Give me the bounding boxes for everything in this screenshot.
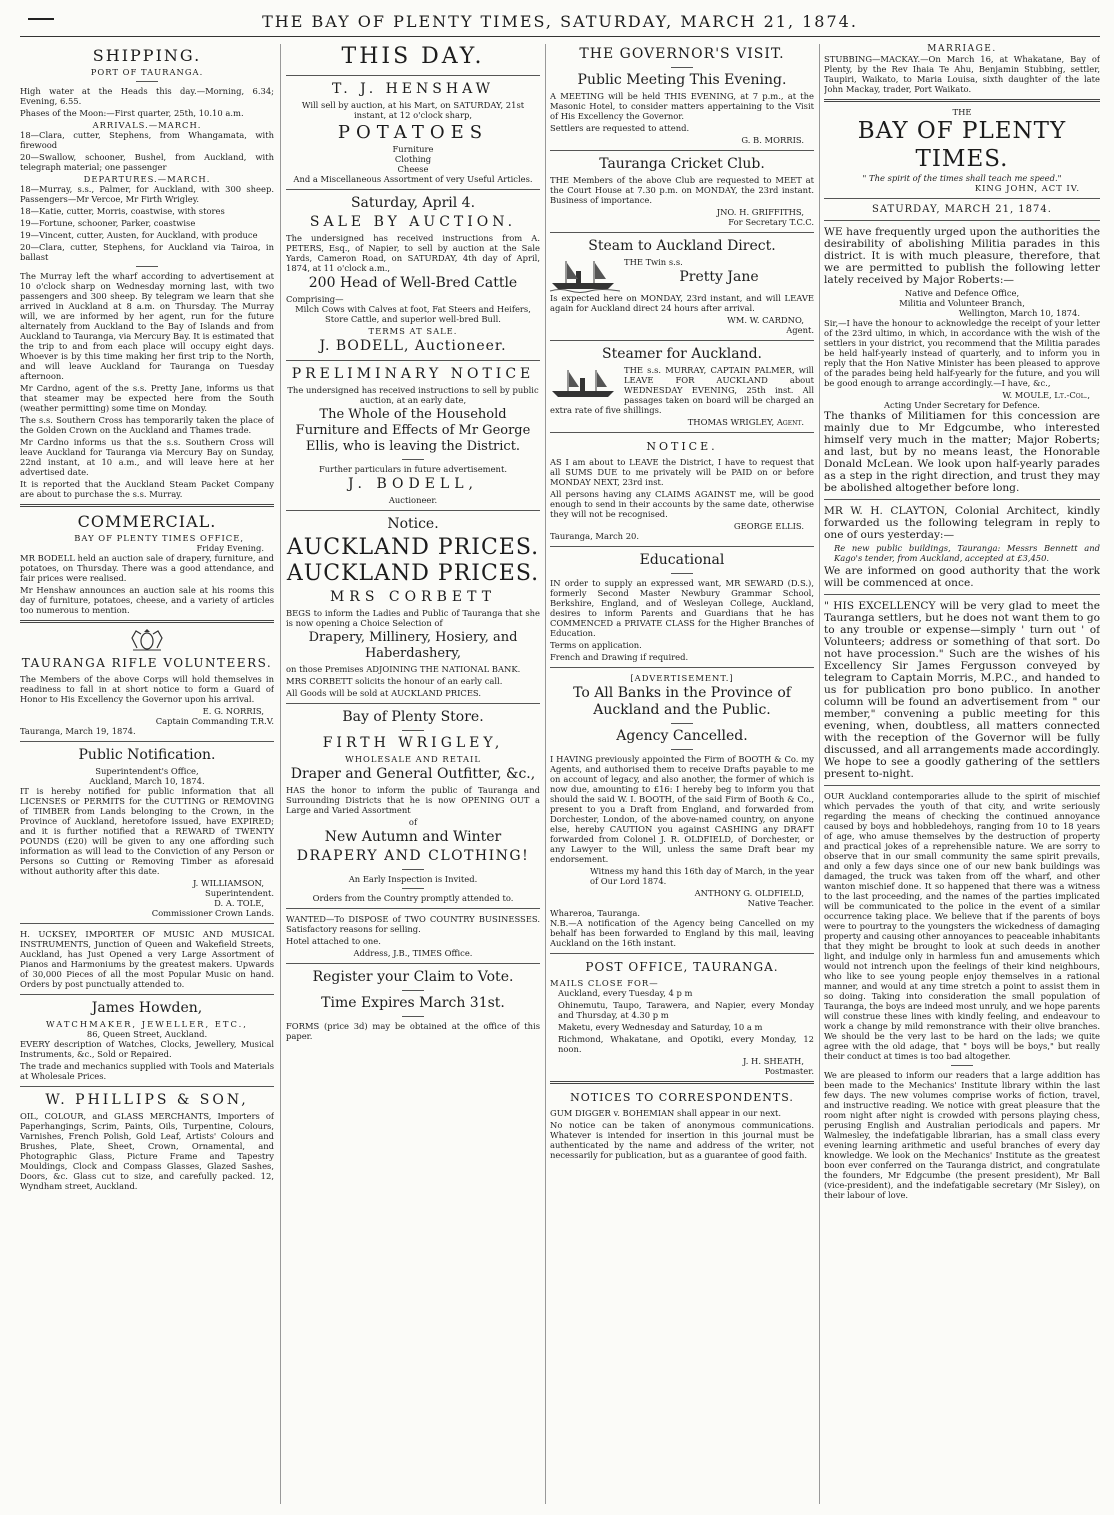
commercial-office: BAY OF PLENTY TIMES OFFICE, <box>74 533 244 543</box>
rifle-signature: E. G. NORRIS, <box>202 706 264 716</box>
editorial-para: The thanks of Militiamen for this concession are mainly due to Mr Edgcumbe, who interested himself very much in the matter; Major Roberts; and last, but by no means least, the Honorable Donald McLean. We look upon half-yearly parades as a step in the right direction, and trust they may be abolished altogether before long. <box>824 410 1100 495</box>
editorial-para: We are pleased to inform our readers that a large addition has been made to the Mechanics' Institute library within the last few days. The new volumes comprise works of fiction, travel, and instructive reading. We notice with great pleasure that the room night after night is crowded with persons playing chess, perusing English and Australian periodicals and papers. Mr Walmesley, the indefatigable librarian, has a small class every evening learning arithmetic and useful branches of every day knowledge. We look on the Mechanics' Institute as the greatest boon ever conferred on the Tauranga district, and congratulate the founders, Mr Edgcumbe (the present president), Mr Ball (vice-president), and the indefatigable secretary (Mr Sisley), on their labour of love. <box>824 1070 1100 1201</box>
editorial-para: WE have frequently urged upon the authorities the desirability of abolishing Militia parades in this district. It is with much pleasure, therefore, that we are permitted to publish the following letter lately received by Major Roberts:— <box>824 226 1100 287</box>
corbett-body: All Goods will be sold at AUCKLAND PRICES. <box>286 688 482 698</box>
agency-witness: Witness my hand this 16th day of March, in the year of Our Lord 1874. <box>590 866 814 886</box>
letter-signature-title: Acting Under Secretary for Defence. <box>884 400 1040 411</box>
steamship-icon <box>550 367 620 401</box>
steamer-signature: THOMAS WRIGLEY, Agent. <box>687 417 804 427</box>
henshaw-item: Furniture <box>392 144 434 154</box>
steam-twin: THE Twin s.s. <box>624 257 683 267</box>
notification-signature: D. A. TOLE, <box>214 898 264 908</box>
notice-heading: NOTICE. <box>646 440 718 453</box>
departure-item: 20—Clara, cutter, Stephens, for Auckland via Tairoa, in ballast <box>20 242 274 262</box>
agency-body: I HAVING previously appointed the Firm of BOOTH & Co. my Agents, and authorised them to receive Drafts payable to me on account of legacy, and also another, the former of which is now due, amounting to £16: I hereby beg to inform you that should the said W. I. BOOTH, of the said Firm of Booth & Co., present to you a Draft from England, and forwarded from Dorchester, London, of the above-named country, on anyone else, hereby CAUTION you against CASHING any DRAFT forwarded from Colonel J. R. OLDFIELD, of Dorchester, or any Lawyer to the Will, unless the same Draft bear my endorsement. <box>550 754 814 864</box>
column-2 <box>286 44 540 1504</box>
prelim-body: The undersigned has received instructions to sell by public auction, at an early date, <box>287 385 539 405</box>
corbett-ad <box>286 516 540 698</box>
divider <box>402 1016 424 1017</box>
educational-heading: Educational <box>639 552 725 568</box>
sale-heading: SALE BY AUCTION. <box>309 214 517 230</box>
mail-line: Richmond, Whakatane, and Opotiki, every Monday, 12 noon. <box>558 1034 814 1054</box>
gov-subheading: Public Meeting This Evening. <box>577 72 787 88</box>
tides-text: High water at the Heads this day.—Morning, 6.34; Evening, 6.55. <box>20 86 274 106</box>
cattle-heading: 200 Head of Well-Bred Cattle <box>308 275 518 291</box>
shipping-section <box>20 46 274 499</box>
banks-heading: To All Banks in the Province of Auckland and the Public. <box>573 685 791 718</box>
gov-signature: G. B. MORRIS. <box>741 135 804 145</box>
divider <box>824 785 1100 786</box>
arrival-item: 20—Swallow, schooner, Bushel, from Auckland, with telegraph material; one passenger <box>20 152 274 172</box>
correspondents-notice <box>550 1089 814 1160</box>
store-body: HAS the honor to inform the public of Tauranga and Surrounding Districts that he is now OPENING OUT a Large and Varied Assortment <box>286 785 540 815</box>
gov-heading: THE GOVERNOR'S VISIT. <box>579 46 785 62</box>
agency-subheading: Agency Cancelled. <box>616 728 748 744</box>
steamer-heading: Steamer for Auckland. <box>601 346 762 362</box>
wanted-address: Address, J.B., TIMES Office. <box>353 948 473 958</box>
rifle-body: The Members of the above Corps will hold themselves in readiness to fall in at short notice to form a Guard of Honor to His Excellency the Governor upon his arrival. <box>20 674 274 704</box>
paper-date: SATURDAY, MARCH 21, 1874. <box>872 204 1052 215</box>
steamship-icon <box>550 259 620 293</box>
mails-close: MAILS CLOSE FOR— <box>550 978 659 988</box>
correspondents-body: No notice can be taken of anonymous communications. Whatever is intended for insertion in this journal must be authenticated by the name and address of the writer, not necessarily for publication, but as a guarantee of good faith. <box>550 1120 814 1160</box>
steam-auckland-ad <box>550 238 814 335</box>
educational-french: French and Drawing if required. <box>550 652 689 662</box>
governor-visit-ad <box>550 46 814 145</box>
bay-of-plenty-store-ad <box>286 709 540 903</box>
public-notification-ad <box>20 747 274 918</box>
agency-place: Whareroa, Tauranga. <box>550 908 641 918</box>
notification-signature: J. WILLIAMSON, <box>192 878 264 888</box>
cattle-sale-ad <box>286 195 540 355</box>
wanted-body: WANTED—To DISPOSE of TWO COUNTRY BUSINESSES. Satisfactory reasons for selling. <box>286 914 540 934</box>
correspondents-heading: NOTICES TO CORRESPONDENTS. <box>570 1091 794 1104</box>
notification-office: Superintendent's Office, <box>95 766 199 776</box>
cattle-detail: Milch Cows with Calves at foot, Fat Steers and Heifers, Store Cattle, and superior well-bred Bull. <box>295 304 531 324</box>
henshaw-item: Clothing <box>394 154 432 164</box>
letter-branch: Militia and Volunteer Branch, <box>899 298 1025 309</box>
register-ad <box>286 969 540 1041</box>
register-heading: Register your Claim to Vote. <box>312 969 514 985</box>
educational-body: IN order to supply an expressed want, MR SEWARD (D.S.), formerly Second Master Newbury Grammar School, Berkshire, England, and of Wesleyan College, Auckland, desires to inform Parents and Guardians that he has COMMENCED a PRIVATE CLASS for the Higher Branches of Education. <box>550 578 814 638</box>
april-heading: Saturday, April 4. <box>350 195 476 211</box>
telegram-text: Re new public buildings, Tauranga: Messrs Bennett and Kago's tender, from Auckland, accepted at £3,450. <box>834 543 1100 564</box>
steam-heading: Steam to Auckland Direct. <box>588 238 776 254</box>
howden-trade: WATCHMAKER, JEWELLER, ETC., <box>46 1019 248 1029</box>
divider <box>550 150 814 151</box>
divider <box>824 220 1100 221</box>
cattle-terms: TERMS AT SALE. <box>368 326 458 336</box>
cricket-signature: JNO. H. GRIFFITHS, <box>716 207 804 217</box>
prelim-auctioneer: J. BODELL, <box>348 476 478 492</box>
commercial-section <box>20 512 274 615</box>
store-new: New Autumn and Winter <box>324 829 502 845</box>
notification-signature-title: Superintendent. <box>205 888 274 898</box>
agency-signature-title: Native Teacher. <box>747 898 814 908</box>
cattle-comp: Comprising— <box>286 294 344 304</box>
letter-date: Wellington, March 10, 1874. <box>958 308 1080 319</box>
departures-heading: DEPARTURES.—MARCH. <box>83 174 211 184</box>
divider <box>550 1081 814 1084</box>
store-heading: Bay of Plenty Store. <box>342 709 484 725</box>
steam-signature-title: Agent. <box>786 325 814 335</box>
royal-crest-icon <box>128 628 166 652</box>
rifle-heading: TAURANGA RIFLE VOLUNTEERS. <box>21 656 273 670</box>
paper-the: THE <box>952 107 972 117</box>
this-day-heading: THIS DAY. <box>341 44 485 69</box>
steam-signature: WM. W. CARDNO, <box>727 315 804 325</box>
letter-office: Native and Defence Office, <box>904 288 1020 299</box>
howden-address: 86, Queen Street, Auckland. <box>86 1029 208 1039</box>
mail-line: Maketu, every Wednesday and Saturday, 10 a m <box>558 1022 763 1032</box>
agency-signature: ANTHONY G. OLDFIELD, <box>694 888 804 898</box>
store-of: of <box>408 817 418 827</box>
divider <box>824 594 1100 595</box>
column-4 <box>824 44 1100 1504</box>
divider <box>402 888 424 889</box>
divider <box>20 620 274 623</box>
ellis-notice-ad <box>550 438 814 541</box>
commercial-para: Mr Henshaw announces an auction sale at his rooms this day of furniture, potatoes, cheese, and a variety of articles too numerous to mention. <box>20 585 274 615</box>
divider <box>824 499 1100 500</box>
prelim-big: The Whole of the Household Furniture and Effects of Mr George Ellis, who is leaving the District. <box>295 407 531 454</box>
departure-item: 18—Murray, s.s., Palmer, for Auckland, with 300 sheep. Passengers—Mr Vercoe, Mr Firth Wrigley. <box>20 184 274 204</box>
marriage-notice <box>824 44 1100 94</box>
arrivals-heading: ARRIVALS.—MARCH. <box>92 120 202 130</box>
corbett-body: BEGS to inform the Ladies and Public of Tauranga that she is now opening a Choice Selection of <box>286 608 540 628</box>
notification-heading: Public Notification. <box>78 747 216 763</box>
editorial-para: MR W. H. CLAYTON, Colonial Architect, kindly forwarded us the following telegram in reply to one of ours yesterday:— <box>824 505 1100 542</box>
moon-text: Phases of the Moon:—First quarter, 25th, 10.10 a.m. <box>20 108 244 118</box>
letter-body: Sir,—I have the honour to acknowledge the receipt of your letter of the 23rd ultimo, in which, in accordance with the wish of the settlers in your district, you recommend that the Militia parades be held half-yearly instead of quarterly, and to inform you in reply that the Hon Native Minister has been pleased to approve of the parades being held half-yearly for the future, and you will be good enough to arrange accordingly.—I have, &c., <box>824 318 1100 389</box>
corbett-body: on those Premises ADJOINING THE NATIONAL BANK. <box>286 664 521 674</box>
henshaw-body: Will sell by auction, at his Mart, on SATURDAY, 21st instant, at 12 o'clock sharp, <box>301 100 525 120</box>
divider <box>286 510 540 511</box>
marriage-heading: MARRIAGE. <box>927 44 997 54</box>
departure-item: 18—Katie, cutter, Morris, coastwise, with stores <box>20 206 225 216</box>
auckland-prices-heading: AUCKLAND PRICES. <box>286 561 540 586</box>
column-3 <box>550 44 814 1504</box>
divider <box>286 360 540 361</box>
post-office-ad <box>550 959 814 1076</box>
educational-terms: Terms on application. <box>550 640 642 650</box>
notification-date: Auckland, March 10, 1874. <box>89 776 205 786</box>
divider <box>286 75 540 76</box>
mail-line: Auckland, every Tuesday, 4 p m <box>558 988 693 998</box>
cricket-signature-title: For Secretary T.C.C. <box>728 217 814 227</box>
potatoes-heading: POTATOES <box>337 122 489 143</box>
store-sub: WHOLESALE AND RETAIL <box>345 754 481 764</box>
arrival-item: 18—Clara, cutter, Stephens, from Whangamata, with firewood <box>20 130 274 150</box>
column-rule <box>280 44 281 1504</box>
letter-signature: W. MOULE, Lt.-Col., <box>1002 390 1090 401</box>
gov-settlers: Settlers are requested to attend. <box>550 123 690 133</box>
hucksey-body: H. UCKSEY, IMPORTER OF MUSIC AND MUSICAL INSTRUMENTS, Junction of Queen and Wakefield Streets, Auckland, has Just Opened a very Large Assortment of Pianos and Harmoniums by the greatest makers. Upwards of 30,000 Pieces of all the most Popular Music on hand. Orders by post punctually attended to. <box>20 929 274 989</box>
divider <box>550 953 814 954</box>
prelim-auctioneer-title: Auctioneer. <box>388 495 438 505</box>
notice-body: All persons having any CLAIMS AGAINST me, will be good enough to send in their accounts by the same date, otherwise they will not be recognised. <box>550 489 814 519</box>
shipping-para: Mr Cardno informs us that the s.s. Southern Cross will leave Auckland for Tauranga via Mercury Bay on Sunday, 22nd instant, at 10 a.m., and will leave here at her advertised date. <box>20 437 274 477</box>
corbett-name: MRS CORBETT <box>329 589 497 605</box>
divider <box>20 1086 274 1087</box>
masthead <box>20 6 1100 37</box>
divider <box>550 546 814 547</box>
divider <box>20 923 274 924</box>
divider <box>951 1065 973 1066</box>
steamer-body: THE s.s. MURRAY, CAPTAIN PALMER, will LEAVE FOR AUCKLAND about WEDNESDAY EVENING, 25th inst. All passages taken on board will be charged an extra rate of five shillings. <box>550 365 814 415</box>
store-owner: FIRTH WRIGLEY, <box>322 735 504 751</box>
steam-ship-name: Pretty Jane <box>679 269 759 285</box>
divider <box>402 459 424 460</box>
phillips-ad <box>20 1092 274 1191</box>
hucksey-ad <box>20 929 274 989</box>
prelim-further: Further particulars in future advertisement. <box>319 464 507 474</box>
divider <box>402 990 424 991</box>
agency-nb: N.B.—A notification of the Agency being Cancelled on my behalf has been forwarded to England by this mail, leaving Auckland on the 16th instant. <box>550 918 814 948</box>
divider <box>550 232 814 233</box>
editorial-para: We are informed on good authority that the work will be commenced at once. <box>824 565 1100 590</box>
forms-text: FORMS (price 3d) may be obtained at the office of this paper. <box>286 1021 540 1041</box>
divider <box>550 432 814 433</box>
divider <box>20 994 274 995</box>
howden-heading: James Howden, <box>91 1000 203 1016</box>
shipping-para: The s.s. Southern Cross has temporarily taken the place of the Golden Crown on the Auckland and Thames trade. <box>20 415 274 435</box>
preliminary-notice-ad <box>286 366 540 505</box>
divider <box>824 198 1100 199</box>
editorial-para: " HIS EXCELLENCY will be very glad to meet the Tauranga settlers, but he does not want them to go to any trouble or expense—simply ' turn out ' of Volunteers; address or something of that sort. Do not have procession." Such are the wishes of his Excellency Sir James Fergusson conveyed by telegram to Captain Morris, M.P.C., and handed to us for publication pro bono publico. In another column will be found an advertisement from " our member," convening a public meeting for this evening, when, doubtless, all matters connected with the reception of the Governor will be fully discussed, and all arrangements made accordingly. We hope to see a goodly gathering of the settlers present to-night. <box>824 600 1100 781</box>
port-heading: PORT OF TAURANGA. <box>90 67 204 77</box>
divider <box>671 749 693 750</box>
divider <box>286 908 540 909</box>
editorial-masthead <box>824 107 1100 221</box>
notice-signature: GEORGE ELLIS. <box>733 521 804 531</box>
corbett-goods: Drapery, Millinery, Hosiery, and Haberdashery, <box>308 630 518 661</box>
divider <box>20 741 274 742</box>
departure-item: 19—Fortune, schooner, Parker, coastwise <box>20 218 196 228</box>
steamer-auckland-ad <box>550 346 814 427</box>
correspondents-body: GUM DIGGER v. BOHEMIAN shall appear in our next. <box>550 1108 782 1118</box>
auckland-prices-heading: AUCKLAND PRICES. <box>286 535 540 560</box>
expires-heading: Time Expires March 31st. <box>321 995 505 1011</box>
divider <box>286 963 540 964</box>
divider <box>550 340 814 341</box>
educational-ad <box>550 552 814 662</box>
advertisement-label: [ADVERTISEMENT.] <box>630 673 734 683</box>
henshaw-name: T. J. HENSHAW <box>331 81 495 97</box>
divider <box>20 504 274 507</box>
shipping-heading: SHIPPING. <box>92 46 202 65</box>
notice-body: AS I am about to LEAVE the District, I have to request that all SUMS DUE to me privately will be PAID on or before MONDAY NEXT, 23rd inst. <box>550 457 814 487</box>
henshaw-item: And a Miscellaneous Assortment of very Useful Articles. <box>293 174 533 184</box>
cricket-body: THE Members of the above Club are requested to MEET at the Court House at 7.30 p.m. on MONDAY, the 23rd instant. Business of importance. <box>550 175 814 205</box>
store-drapery: DRAPERY AND CLOTHING! <box>296 848 530 864</box>
howden-body: EVERY description of Watches, Clocks, Jewellery, Musical Instruments, &c., Sold or Repaired. <box>20 1039 274 1059</box>
divider <box>286 189 540 190</box>
store-inspection: An Early Inspection is Invited. <box>348 874 478 884</box>
gov-body: A MEETING will be held THIS EVENING, at 7 p.m., at the Masonic Hotel, to consider matters appertaining to the Visit of His Excellency the Governor. <box>550 91 814 121</box>
howden-body: The trade and mechanics supplied with Tools and Materials at Wholesale Prices. <box>20 1061 274 1081</box>
divider <box>671 723 693 724</box>
phillips-heading: W. PHILLIPS & SON, <box>45 1092 249 1108</box>
paper-motto: " The spirit of the times shall teach me speed." <box>862 173 1062 183</box>
mail-line: Ohinemutu, Taupo, Tarawera, and Napier, every Monday and Thursday, at 4.30 p m <box>558 1000 814 1020</box>
store-country: Orders from the Country promptly attended to. <box>312 893 514 903</box>
cricket-club-ad <box>550 156 814 227</box>
post-signature-title: Postmaster. <box>764 1066 814 1076</box>
store-trade: Draper and General Outfitter, &c., <box>290 766 536 782</box>
divider <box>286 703 540 704</box>
prelim-heading: PRELIMINARY NOTICE <box>291 366 535 382</box>
howden-ad <box>20 1000 274 1081</box>
divider <box>550 667 814 668</box>
divider <box>402 869 424 870</box>
rifle-volunteers-ad <box>20 628 274 736</box>
commercial-heading: COMMERCIAL. <box>77 512 217 531</box>
rifle-date: Tauranga, March 19, 1874. <box>20 726 136 736</box>
henshaw-ad <box>286 81 540 184</box>
shipping-para: The Murray left the wharf according to advertisement at 10 o'clock sharp on Wednesday morning last, with two passengers and 300 sheep. By telegram we learn that she arrived in Auckland at 8 a.m. on Thursday. The Murray will, we are informed by her agent, run for the future alternately from Auckland to the Bay of Islands and from Auckland to Tauranga, via Mercury Bay. It is estimated that the trip to and from each place will occupy eight days. Whoever is by this time making her first trip to the North, and will leave Auckland for Tauranga on Tuesday afternoon. <box>20 271 274 381</box>
corbett-body: MRS CORBETT solicits the honour of an early call. <box>286 676 503 686</box>
column-rule <box>819 44 820 1504</box>
post-heading: POST OFFICE, TAURANGA. <box>585 960 779 974</box>
steam-body: Is expected here on MONDAY, 23rd instant, and will LEAVE again for Auckland direct 24 hours after arrival. <box>550 293 814 313</box>
shipping-para: It is reported that the Auckland Steam Packet Company are about to purchase the s.s. Murray. <box>20 479 274 499</box>
cattle-auctioneer: J. BODELL, Auctioneer. <box>319 338 507 354</box>
departure-item: 19—Vincent, cutter, Austen, for Auckland, with produce <box>20 230 258 240</box>
notice-date: Tauranga, March 20. <box>550 531 640 541</box>
post-signature: J. H. SHEATH, <box>743 1056 804 1066</box>
paper-name: BAY OF PLENTY TIMES. <box>857 118 1067 172</box>
shipping-para: Mr Cardno, agent of the s.s. Pretty Jane, informs us that that steamer may be expected here from the South (weather permitting) some time on Monday. <box>20 383 274 413</box>
corbett-notice: Notice. <box>387 516 439 532</box>
commercial-day: Friday Evening. <box>196 543 264 553</box>
divider <box>136 266 158 267</box>
agency-cancelled-ad <box>550 673 814 948</box>
notification-signature-title: Commissioner Crown Lands. <box>151 908 274 918</box>
divider <box>671 573 693 574</box>
paper-motto-source: KING JOHN, ACT IV. <box>974 183 1080 193</box>
notification-body: IT is hereby notified for public information that all LICENSES or PERMITS for the CUTTING or REMOVING of TIMBER from Lands belonging to the Crown, in the Province of Auckland, heretofore issued, have EXPIRED; and it is further notified that a REWARD of TWENTY POUNDS (£20) will be given to any one affording such information as will lead to the Conviction of any Person or Persons so Cutting or Removing Timber as aforesaid without authority after this date. <box>20 786 274 876</box>
cattle-body: The undersigned has received instructions from A. PETERS, Esq., of Napier, to sell by auction at the Sale Yards, Cameron Road, on SATURDAY, 4th day of April, 1874, at 11 o'clock a.m., <box>286 233 540 273</box>
commercial-para: MR BODELL held an auction sale of drapery, furniture, and potatoes, on Thursday. There was a good attendance, and fair prices were realised. <box>20 553 274 583</box>
divider <box>402 730 424 731</box>
wanted-hotel: Hotel attached to one. <box>286 936 381 946</box>
henshaw-item: Cheese <box>397 164 429 174</box>
editorial-para: OUR Auckland contemporaries allude to the spirit of mischief which pervades the youth of that city, and write seriously regarding the means of checking the continued annoyance caused by boys and hobbledehoys, ranging from 10 to 18 years of age, who amuse themselves by the destruction of property and practical jokes of a reprehensible nature. We are sorry to observe that in our small community the same spirit prevails, and only a few days since one of our new bank buildings was damaged, the truck was taken from off the wharf, and other wanton mischief done. It so happened that there was a witness to the last proceeding, and the names of the parties implicated will be communicated to the police in the event of a similar occurrence taking place. We believe that if the parents of boys were to pourtray to the youngsters the wickedness of damaging property and causing other annoyances to peaceable inhabitants that they might be brought to look at such deeds in another light, and indulge only in harmless fun and amusements which would not intrench upon the feelings of their kind neighbours, who like to see young people enjoy themselves in a rational manner, and would at any time stretch a point to assist them in so doing. Taking into consideration the small population of Tauranga, the boys are indeed most unruly, and we hope parents will construe these lines with kindly feeling, and endeavour to work a change by mild remonstrance with their olive branches. We should be the very last to be hard on the lads; we quite agree with the old adage, that " boys will be boys," but really their conduct at times is too bad altogether. <box>824 791 1100 1062</box>
divider <box>136 81 158 82</box>
marriage-body: STUBBING—MACKAY.—On March 16, at Whakatane, Bay of Plenty, by the Rev Ihaia Te Ahu, Benjamin Stubbing, settler, Taupiri, Waikato, to Maria Louisa, sixth daughter of the late John Mackay, trader, Port Waikato. <box>824 54 1100 94</box>
wanted-ad <box>286 914 540 958</box>
cricket-heading: Tauranga Cricket Club. <box>599 156 765 172</box>
column-rule <box>545 44 546 1504</box>
rifle-signature-title: Captain Commanding T.R.V. <box>155 716 274 726</box>
divider <box>671 67 693 68</box>
masthead-title: THE BAY OF PLENTY TIMES, SATURDAY, MARCH 21, 1874. <box>262 12 858 31</box>
column-1 <box>20 44 274 1504</box>
divider <box>824 99 1100 102</box>
phillips-body: OIL, COLOUR, and GLASS MERCHANTS, Importers of Paperhangings, Scrim, Paints, Oils, Turpentine, Colours, Varnishes, French Polish, Gold Leaf, Artists' Colours and Brushes, Plate, Sheet, Crown, Ornamental, and Photographic Glass, Picture Frame and Tapestry Mouldings, Clock and Compass Glasses, Glazed Sashes, Doors, &c. Glass cut to size, and carefully packed. 12, Wyndham street, Auckland. <box>20 1111 274 1191</box>
